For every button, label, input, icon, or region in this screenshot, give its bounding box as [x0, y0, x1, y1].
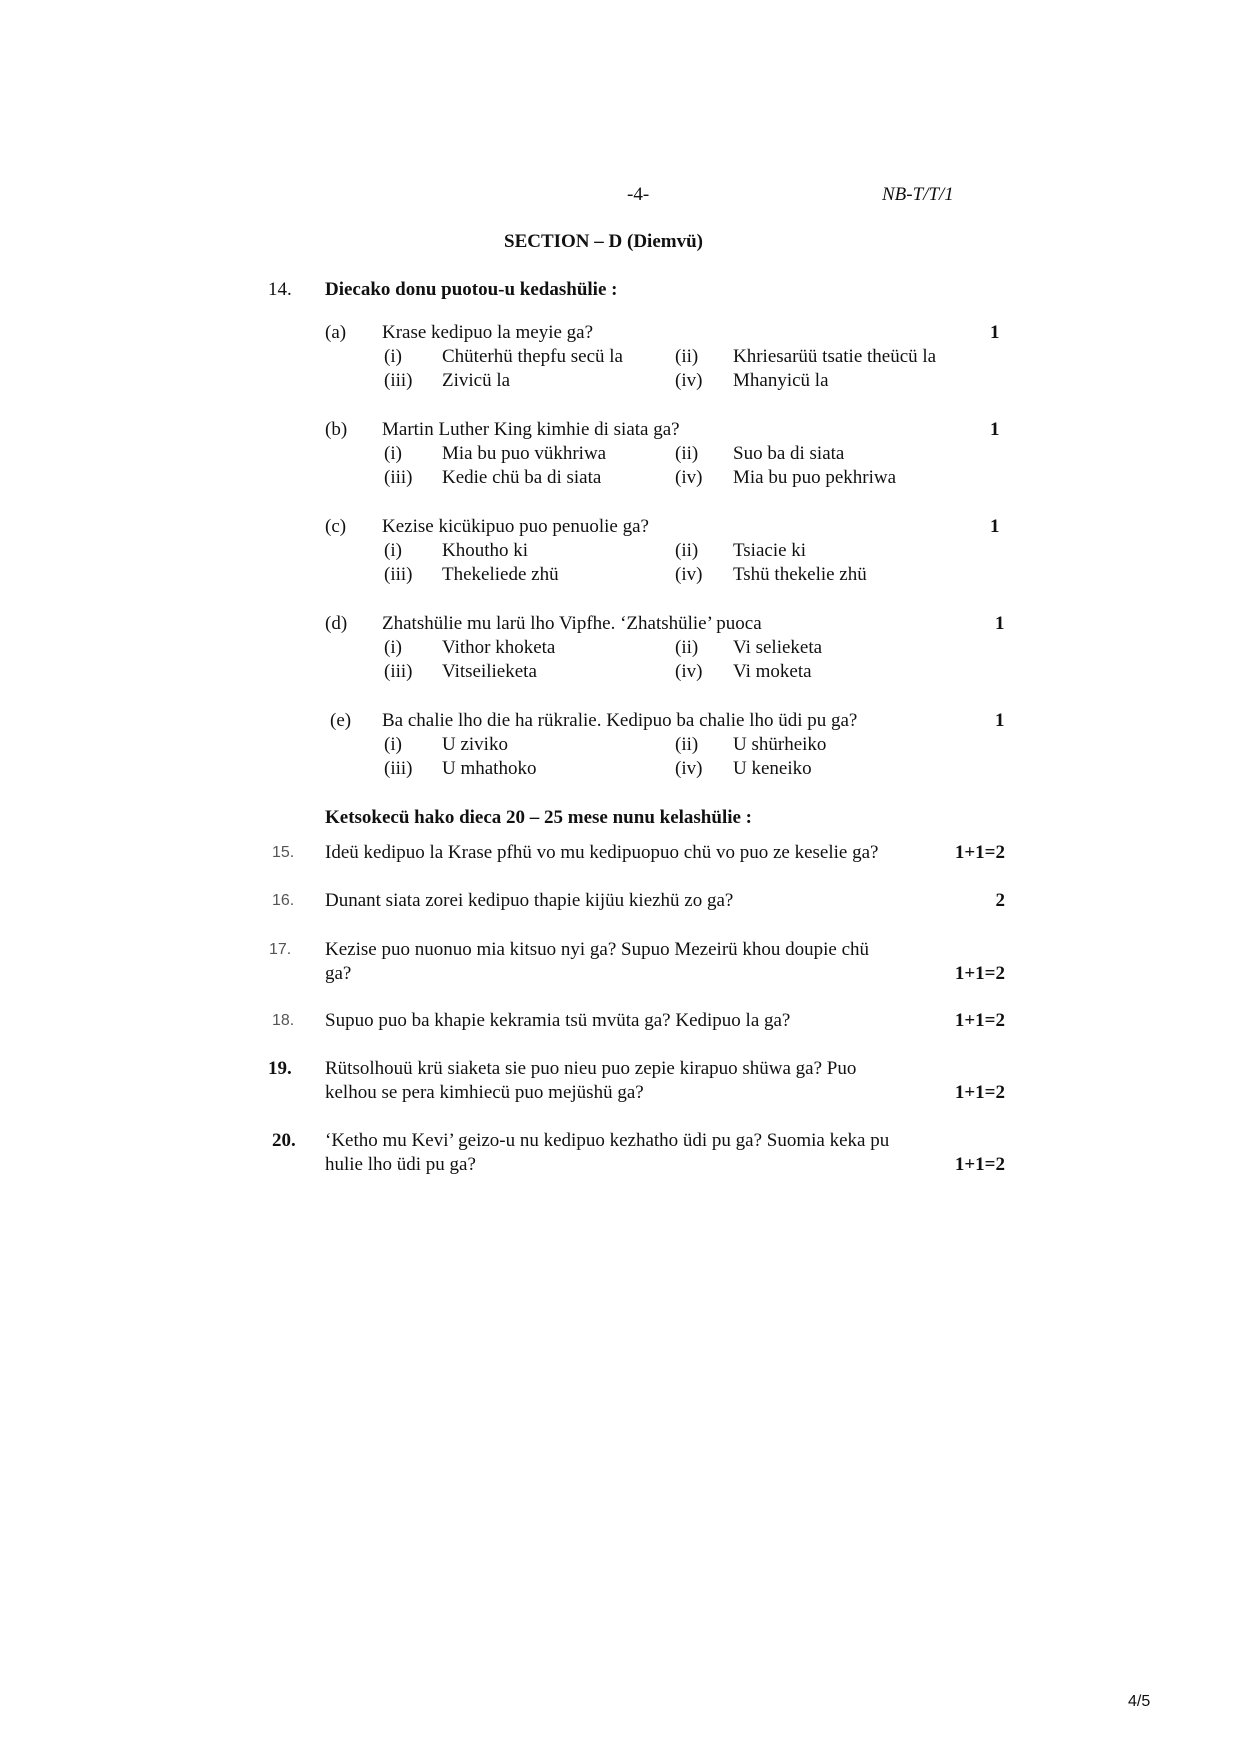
question-text: Ideü kedipuo la Krase pfhü vo mu kedipuopuo chü vo puo ze keselie ga?	[325, 842, 879, 863]
question-number: 20.	[272, 1130, 296, 1151]
part-mark: 1	[990, 516, 1000, 537]
question-text: Dunant siata zorei kedipuo thapie kijüu kiezhü zo ga?	[325, 890, 734, 911]
option-text: U mhathoko	[442, 758, 537, 779]
question-mark: 1+1=2	[954, 963, 1005, 984]
option-label: (iv)	[675, 370, 703, 391]
page-count: 4/5	[1128, 1693, 1151, 1710]
option-text: Vithor khoketa	[442, 637, 556, 658]
option-text: Chüterhü thepfu secü la	[442, 346, 623, 367]
part-label: (b)	[325, 419, 348, 440]
option-label: (iii)	[384, 467, 413, 488]
question-number: 18.	[272, 1012, 295, 1029]
option-label: (iii)	[384, 564, 413, 585]
option-label: (iv)	[675, 661, 703, 682]
short-answer-instruction: Ketsokecü hako dieca 20 – 25 mese nunu kelashülie :	[325, 807, 753, 828]
option-text: Mhanyicü la	[733, 370, 829, 391]
option-text: Khoutho ki	[442, 540, 529, 561]
option-text: Kedie chü ba di siata	[442, 467, 602, 488]
option-text: Tsiacie ki	[733, 540, 807, 561]
question-text: kelhou se pera kimhiecü puo mejüshü ga?	[325, 1082, 644, 1103]
option-label: (iv)	[675, 758, 703, 779]
part-label: (c)	[325, 516, 347, 537]
option-label: (ii)	[675, 443, 699, 464]
option-label: (ii)	[675, 637, 699, 658]
section-title: SECTION – D (Diemvü)	[504, 231, 703, 252]
option-text: Suo ba di siata	[733, 443, 845, 464]
option-label: (ii)	[675, 346, 699, 367]
part-label: (e)	[330, 710, 352, 731]
option-text: U shürheiko	[733, 734, 827, 755]
page-number-label: -4-	[627, 184, 650, 205]
option-text: Zivicü la	[442, 370, 511, 391]
option-text: Vi selieketa	[733, 637, 823, 658]
question-number: 17.	[269, 941, 292, 958]
part-label: (a)	[325, 322, 347, 343]
part-question: Martin Luther King kimhie di siata ga?	[382, 419, 680, 440]
option-text: Mia bu puo vükhriwa	[442, 443, 607, 464]
option-label: (i)	[384, 637, 402, 658]
question-number: 14.	[268, 279, 292, 300]
question-mark: 1+1=2	[954, 1154, 1005, 1175]
question-number: 19.	[268, 1058, 292, 1079]
option-label: (i)	[384, 540, 402, 561]
question-number: 16.	[272, 892, 295, 909]
question-text: ga?	[325, 963, 352, 984]
part-mark: 1	[995, 710, 1005, 731]
question-number: 15.	[272, 844, 295, 861]
option-text: Khriesarüü tsatie theücü la	[733, 346, 937, 367]
option-label: (iv)	[675, 467, 703, 488]
option-label: (ii)	[675, 540, 699, 561]
part-mark: 1	[990, 419, 1000, 440]
option-label: (i)	[384, 734, 402, 755]
option-label: (iii)	[384, 661, 413, 682]
option-text: U ziviko	[442, 734, 508, 755]
part-question: Ba chalie lho die ha rükralie. Kedipuo ba chalie lho üdi pu ga?	[382, 710, 858, 731]
question-mark: 1+1=2	[954, 842, 1005, 863]
part-label: (d)	[325, 613, 348, 634]
option-text: Vitseilieketa	[442, 661, 537, 682]
part-question: Kezise kicükipuo puo penuolie ga?	[382, 516, 649, 537]
option-label: (iii)	[384, 370, 413, 391]
option-text: Thekeliede zhü	[442, 564, 559, 585]
option-label: (i)	[384, 346, 402, 367]
question-text: ‘Ketho mu Kevi’ geizo-u nu kedipuo kezhatho üdi pu ga? Suomia keka pu	[325, 1130, 890, 1151]
part-mark: 1	[990, 322, 1000, 343]
option-text: Mia bu puo pekhriwa	[733, 467, 897, 488]
question-text: Rütsolhouü krü siaketa sie puo nieu puo zepie kirapuo shüwa ga? Puo	[325, 1058, 857, 1079]
part-question: Krase kedipuo la meyie ga?	[382, 322, 594, 343]
option-label: (ii)	[675, 734, 699, 755]
question-text: Kezise puo nuonuo mia kitsuo nyi ga? Supuo Mezeirü khou doupie chü	[325, 939, 870, 960]
question-text: hulie lho üdi pu ga?	[325, 1154, 476, 1175]
question-mark: 1+1=2	[954, 1082, 1005, 1103]
question-mark: 1+1=2	[954, 1010, 1005, 1031]
option-text: Tshü thekelie zhü	[733, 564, 867, 585]
question-text: Supuo puo ba khapie kekramia tsü mvüta ga? Kedipuo la ga?	[325, 1010, 791, 1031]
part-question: Zhatshülie mu larü lho Vipfhe. ‘Zhatshülie’ puoca	[382, 613, 762, 634]
option-text: Vi moketa	[733, 661, 812, 682]
option-label: (i)	[384, 443, 402, 464]
paper-code: NB-T/T/1	[882, 184, 954, 205]
part-mark: 1	[995, 613, 1005, 634]
option-text: U keneiko	[733, 758, 812, 779]
question-mark: 2	[995, 890, 1005, 911]
option-label: (iii)	[384, 758, 413, 779]
option-label: (iv)	[675, 564, 703, 585]
question-instruction: Diecako donu puotou-u kedashülie :	[325, 279, 618, 300]
